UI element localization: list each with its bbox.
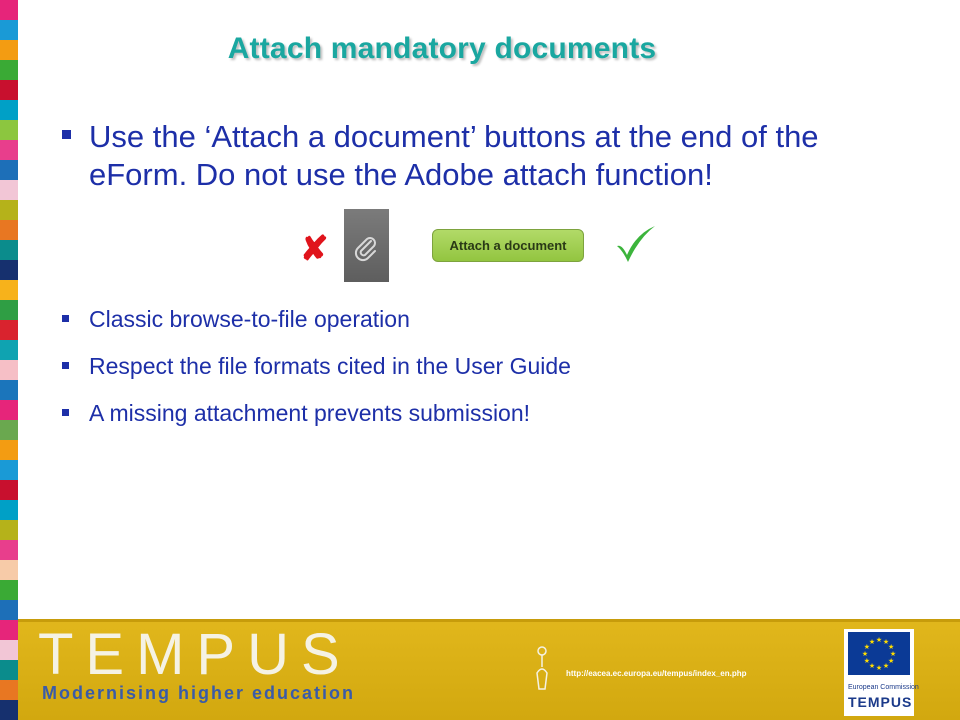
stripe-segment bbox=[0, 440, 18, 460]
stripe-segment bbox=[0, 280, 18, 300]
stripe-segment bbox=[0, 200, 18, 220]
list-item-text: Classic browse-to-file operation bbox=[89, 306, 410, 332]
stripe-segment bbox=[0, 480, 18, 500]
stripe-segment bbox=[0, 540, 18, 560]
stripe-segment bbox=[0, 140, 18, 160]
left-color-stripe bbox=[0, 0, 18, 720]
stripe-segment bbox=[0, 380, 18, 400]
stripe-segment bbox=[0, 660, 18, 680]
eu-star-icon: ★ bbox=[887, 644, 895, 651]
stripe-segment bbox=[0, 0, 18, 20]
stripe-segment bbox=[0, 360, 18, 380]
bullet-marker bbox=[62, 130, 71, 139]
eu-flag-icon bbox=[848, 632, 910, 675]
stripe-segment bbox=[0, 160, 18, 180]
eu-star-icon: ★ bbox=[882, 638, 890, 646]
stripe-segment bbox=[0, 420, 18, 440]
stripe-segment bbox=[0, 600, 18, 620]
bullet-marker bbox=[62, 362, 69, 369]
stripe-segment bbox=[0, 220, 18, 240]
footer-banner bbox=[18, 619, 960, 720]
stripe-segment bbox=[0, 120, 18, 140]
stripe-segment bbox=[0, 340, 18, 360]
stripe-segment bbox=[0, 400, 18, 420]
ec-label: European Commission bbox=[848, 684, 919, 691]
tempus-tagline: Modernising higher education bbox=[42, 683, 356, 703]
stripe-segment bbox=[0, 500, 18, 520]
slide-title: Attach mandatory documents bbox=[227, 32, 657, 65]
list-item-text: Respect the file formats cited in the User Guide bbox=[89, 353, 571, 379]
eu-star-icon: ★ bbox=[889, 651, 897, 658]
eu-star-icon: ★ bbox=[868, 638, 876, 646]
check-icon bbox=[614, 224, 658, 269]
eu-star-icon: ★ bbox=[861, 651, 869, 658]
stripe-segment bbox=[0, 80, 18, 100]
stripe-segment bbox=[0, 560, 18, 580]
eu-star-icon: ★ bbox=[868, 663, 876, 671]
stripe-segment bbox=[0, 300, 18, 320]
stripe-segment bbox=[0, 180, 18, 200]
adobe-attach-button bbox=[344, 209, 389, 282]
eu-star-icon: ★ bbox=[863, 658, 871, 665]
cross-icon: ✘ bbox=[300, 230, 329, 268]
list-item-text: A missing attachment prevents submission! bbox=[89, 400, 531, 426]
stripe-segment bbox=[0, 620, 18, 640]
bullet-marker bbox=[62, 315, 69, 322]
footer-url-link[interactable]: http://eacea.ec.europa.eu/tempus/index_en.php bbox=[566, 669, 747, 678]
bullet-marker bbox=[62, 409, 69, 416]
list-item bbox=[62, 350, 571, 397]
stripe-segment bbox=[0, 260, 18, 280]
list-item bbox=[62, 303, 571, 350]
stripe-segment bbox=[0, 580, 18, 600]
sub-bullet-list bbox=[62, 303, 571, 444]
eu-star-icon: ★ bbox=[875, 637, 883, 644]
european-commission-logo bbox=[844, 629, 919, 716]
list-item bbox=[62, 397, 571, 444]
main-bullet bbox=[62, 118, 882, 194]
eu-star-icon: ★ bbox=[882, 663, 890, 671]
figure-icon bbox=[533, 645, 551, 691]
stripe-segment bbox=[0, 240, 18, 260]
paperclip-icon bbox=[352, 235, 380, 263]
stripe-segment bbox=[0, 520, 18, 540]
stripe-segment bbox=[0, 640, 18, 660]
attach-document-button[interactable]: Attach a document bbox=[432, 229, 584, 262]
ec-program-label: TEMPUS bbox=[848, 694, 913, 710]
eu-star-icon: ★ bbox=[887, 658, 895, 665]
stripe-segment bbox=[0, 680, 18, 700]
main-bullet-text: Use the ‘Attach a document’ buttons at the end of the eForm. Do not use the Adobe attach function! bbox=[89, 119, 819, 192]
eu-star-icon: ★ bbox=[875, 665, 883, 672]
tempus-logo: TEMPUS bbox=[38, 622, 352, 687]
stripe-segment bbox=[0, 320, 18, 340]
stripe-segment bbox=[0, 460, 18, 480]
stripe-segment bbox=[0, 700, 18, 720]
eu-star-icon: ★ bbox=[863, 644, 871, 651]
stripe-segment bbox=[0, 100, 18, 120]
